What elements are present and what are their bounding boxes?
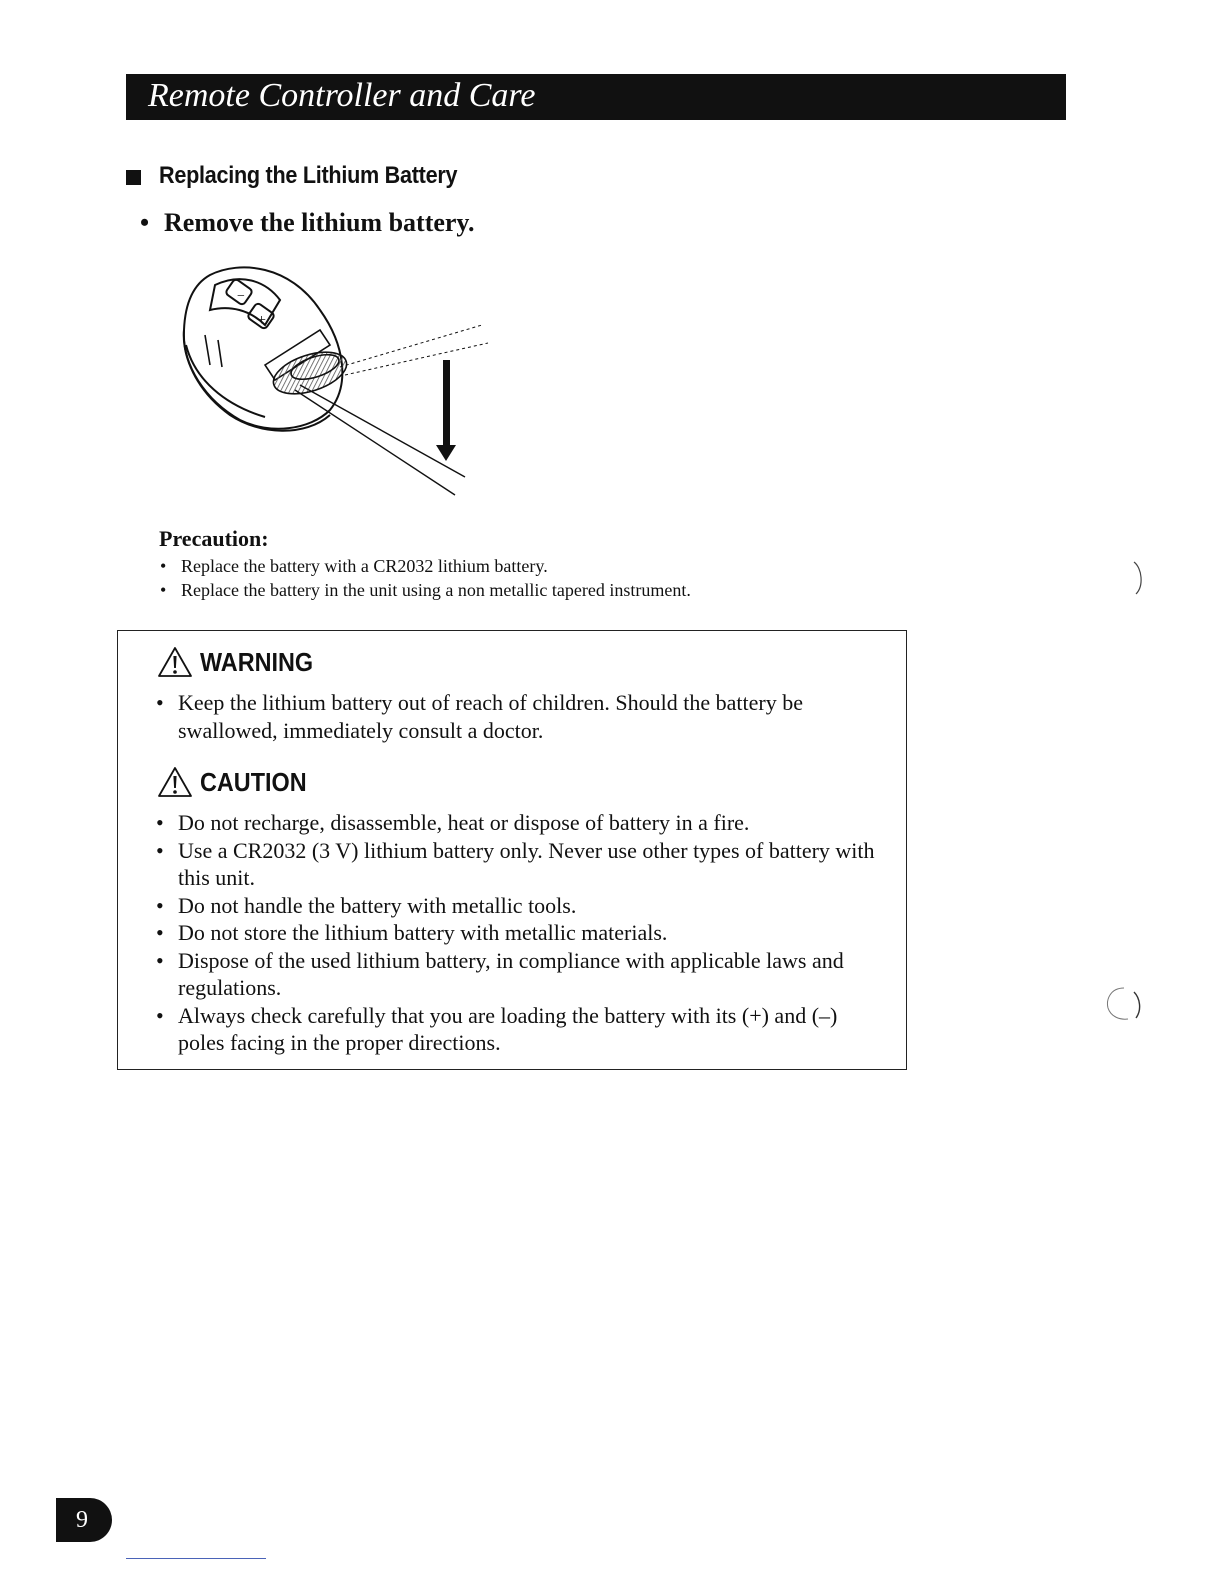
footer-rule [126, 1558, 266, 1559]
page-number-tab [56, 1498, 112, 1542]
list-item: • Do not recharge, disassemble, heat or dispose of battery in a fire. [156, 809, 876, 837]
page-title: Remote Controller and Care [148, 77, 536, 114]
page-title-bar [126, 74, 1066, 120]
binder-hole-mark [1128, 560, 1148, 596]
list-item: • Dispose of the used lithium battery, in compliance with applicable laws and regulations. [156, 947, 876, 1002]
list-item: • Keep the lithium battery out of reach of children. Should the battery be swallowed, immediately consult a doctor. [156, 689, 876, 744]
list-item: • Replace the battery with a CR2032 lithium battery. [159, 554, 879, 578]
binder-hole-mark [1102, 984, 1146, 1024]
plus-label: + [257, 312, 267, 329]
warning-list [156, 689, 876, 744]
list-item: • Use a CR2032 (3 V) lithium battery only. Never use other types of battery with this unit. [156, 837, 876, 892]
step-bullet: • [140, 208, 150, 237]
minus-label: − [237, 289, 245, 304]
step-text: Remove the lithium battery. [164, 208, 475, 237]
safety-notice-box [117, 630, 907, 1070]
list-item: • Do not handle the battery with metallic tools. [156, 892, 876, 920]
caution-label: CAUTION [200, 766, 307, 797]
warning-triangle-icon [156, 645, 194, 679]
warning-heading [156, 645, 326, 679]
section-heading-text: Replacing the Lithium Battery [159, 162, 458, 189]
precaution-section [159, 526, 879, 602]
warning-label: WARNING [200, 646, 314, 677]
precaution-list [159, 554, 879, 602]
list-item: • Do not store the lithium battery with metallic materials. [156, 919, 876, 947]
page-number: 9 [76, 1507, 88, 1533]
section-heading [126, 158, 490, 194]
battery-removal-illustration [170, 255, 500, 500]
down-arrow-icon [436, 360, 456, 461]
caution-heading [156, 765, 318, 799]
dashed-guide-lines [340, 325, 488, 375]
precaution-heading: Precaution: [159, 526, 269, 551]
list-item: • Always check carefully that you are loading the battery with its (+) and (–) poles facing in the proper directions. [156, 1002, 876, 1057]
step-instruction [140, 208, 475, 238]
list-item: • Replace the battery in the unit using a non metallic tapered instrument. [159, 578, 879, 602]
square-bullet-icon [126, 170, 141, 185]
caution-triangle-icon [156, 765, 194, 799]
caution-list [156, 809, 876, 1057]
